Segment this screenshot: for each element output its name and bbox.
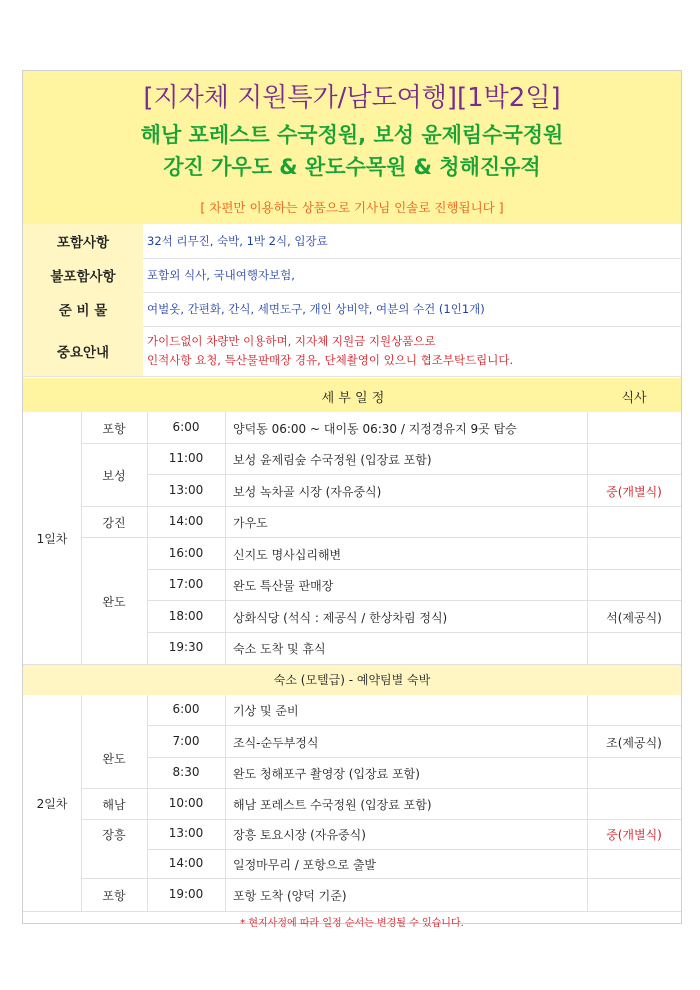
accommodation-row: 숙소 (모텔급) - 예약팀별 숙박	[23, 665, 681, 695]
include-label: 포함사항	[23, 224, 143, 258]
notice-line-2: 인적사항 요청, 특산물판매장 경유, 단체촬영이 있으니 협조부탁드립니다.	[147, 353, 514, 367]
time-cell: 6:00	[172, 702, 200, 716]
prepare-label: 준 비 물	[23, 292, 143, 326]
activity-cell: 보성 윤제림숲 수국정원 (입장료 포함)	[233, 453, 432, 467]
activity-cell: 상화식당 (석식 : 제공식 / 한상차림 정식)	[233, 611, 448, 625]
meal-cell: 중(개별식)	[606, 485, 662, 499]
region-wando-day2: 완도	[102, 752, 126, 766]
meal-cell: 석(제공식)	[606, 611, 662, 625]
activity-cell: 일정마무리 / 포항으로 출발	[233, 858, 376, 872]
time-cell: 13:00	[168, 826, 204, 840]
notice-value	[147, 326, 675, 376]
activity-cell: 조식-순두부정식	[233, 736, 319, 750]
time-cell: 16:00	[168, 546, 204, 560]
header-banner	[23, 71, 681, 224]
time-cell: 17:00	[168, 577, 204, 591]
activity-cell: 해남 포레스트 수국정원 (입장료 포함)	[233, 798, 432, 812]
region-pohang-return: 포항	[102, 889, 126, 903]
notice-line-1: 가이드없이 차량만 이용하며, 지자체 지원금 지원상품으로	[147, 334, 436, 348]
notice-label: 중요안내	[23, 326, 143, 376]
meal-cell: 중(개별식)	[606, 828, 662, 842]
day-2-label: 2일차	[36, 797, 68, 811]
meal-cell: 조(제공식)	[606, 736, 662, 750]
day-1-label: 1일차	[36, 532, 68, 546]
region-haenam: 해남	[102, 798, 126, 812]
exclude-row	[23, 258, 681, 293]
prepare-value: 여벌옷, 간편화, 간식, 세면도구, 개인 상비약, 여분의 수건 (1인1개)	[147, 302, 485, 316]
activity-cell: 숙소 도착 및 휴식	[233, 642, 326, 656]
include-value: 32석 리무진, 숙박, 1박 2식, 입장료	[147, 234, 328, 248]
include-row	[23, 224, 681, 259]
activity-cell: 장흥 토요시장 (자유중식)	[233, 828, 366, 842]
subtitle-line-1: 해남 포레스트 수국정원, 보성 윤제림수국정원	[140, 123, 564, 147]
schedule-footnote: * 현지사정에 따라 일정 순서는 변경될 수 있습니다.	[240, 918, 464, 929]
schedule-header	[23, 378, 681, 412]
exclude-label: 불포함사항	[23, 258, 143, 292]
notice-row	[23, 326, 681, 377]
activity-cell: 보성 녹차골 시장 (자유중식)	[233, 485, 382, 499]
activity-cell: 완도 청해포구 촬영장 (입장료 포함)	[233, 767, 420, 781]
time-cell: 7:00	[172, 734, 200, 748]
time-cell: 14:00	[168, 856, 204, 870]
region-jangheung: 장흥	[102, 828, 126, 842]
tour-note: [ 차편만 이용하는 상품으로 기사님 인솔로 진행됩니다 ]	[200, 200, 504, 215]
prepare-row	[23, 292, 681, 327]
header-detail: 세 부 일 정	[321, 391, 385, 406]
itinerary-sheet	[22, 70, 682, 929]
region-pohang: 포항	[102, 422, 126, 436]
region-gangjin: 강진	[102, 516, 126, 530]
activity-cell: 양덕동 06:00 ~ 대이동 06:30 / 지정경유지 9곳 탑승	[233, 422, 517, 436]
time-cell: 18:00	[168, 609, 204, 623]
time-cell: 19:30	[168, 640, 204, 654]
region-boseong: 보성	[102, 469, 126, 483]
region-wando: 완도	[102, 595, 126, 609]
activity-cell: 포항 도착 (양덕 기준)	[233, 889, 347, 903]
header-meal: 식사	[621, 391, 647, 406]
page-title: [지자체 지원특가/남도여행][1박2일]	[143, 83, 561, 113]
time-cell: 11:00	[168, 451, 204, 465]
activity-cell: 완도 특산물 판매장	[233, 579, 334, 593]
exclude-value: 포함외 식사, 국내여행자보험,	[147, 268, 295, 282]
time-cell: 8:30	[172, 765, 200, 779]
time-cell: 14:00	[168, 514, 204, 528]
time-cell: 13:00	[168, 483, 204, 497]
time-cell: 10:00	[168, 796, 204, 810]
time-cell: 19:00	[168, 887, 204, 901]
activity-cell: 기상 및 준비	[233, 704, 299, 718]
subtitle-line-2: 강진 가우도 & 완도수목원 & 청해진유적	[163, 155, 541, 179]
activity-cell: 신지도 명사십리해변	[233, 548, 342, 562]
time-cell: 6:00	[172, 420, 200, 434]
activity-cell: 가우도	[233, 516, 268, 530]
